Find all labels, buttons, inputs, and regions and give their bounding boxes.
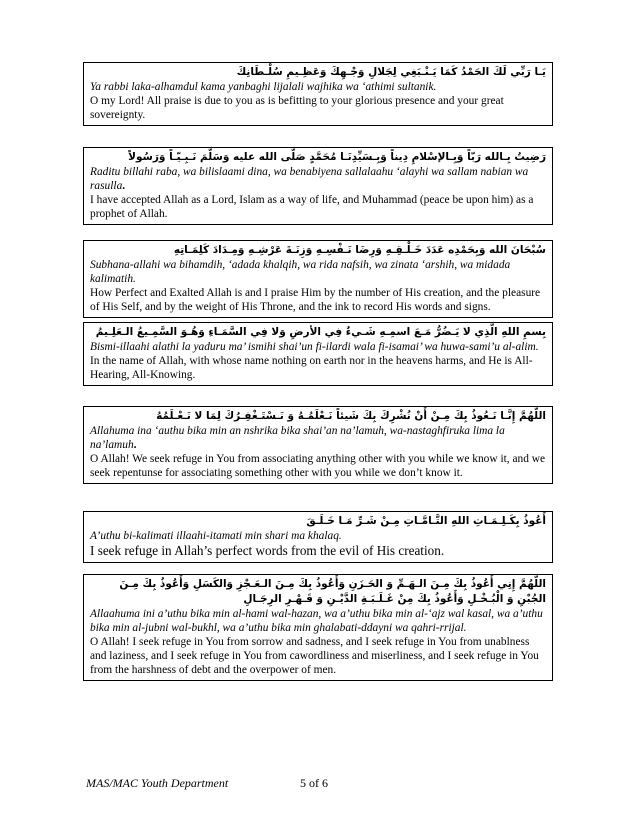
translation: O my Lord! All praise is due to you as is befitting to your glorious presence and your great sovereignty. [90, 95, 504, 121]
transliteration: Subhana-allahi wa bihamdih, ‘adada khalqih, wa rida nafsih, wa zinata ‘arshih, wa midada kalimatih. [90, 259, 511, 285]
transliteration: Allaahuma ini a’uthu bika min al-hami wal-hazan, wa a’uthu bika min al-‘ajz wal kasal, wa a’uthu bika min al-jubni wal-bukhl, wa a’uthu bika min ghalabati-ddayni wa qahri-rrijal. [90, 608, 543, 634]
transliteration-end: . [122, 180, 126, 192]
transliteration-end: . [133, 439, 137, 451]
arabic-text: رَضِيتُ بِـالله رَبّاً وَبِـالإسْلامِ دِيناً وَبِـسَيِّدِنَـا مُحَمَّدٍ صَلَّى الله عليه وَسَلَّمَ نَـبِـيّـاً وَرَسُولاً [128, 151, 546, 163]
transliteration-body: Allahuma ina ‘authu bika min an nshrika bika shai’an na’lamuh, wa-nastaghfiruka lima la na’lamuh [90, 425, 505, 451]
dua-box-3 [83, 240, 553, 318]
page-number: 5 of 6 [300, 776, 328, 790]
transliteration-body: Raditu billahi raba, wa bilislaami dina, wa benabiyena sallalaahu ‘alayhi wa sallam nabian wa rasulla [90, 166, 529, 192]
arabic-text: أَعُوذُ بِكَـلِـمَـاتِ اللهِ التَّـامَّـاتِ مِـنْ شَـرِّ مَـا خَـلَـقَ [306, 515, 546, 527]
transliteration [90, 424, 546, 452]
dua-box-4 [83, 322, 553, 386]
dua-box-5 [83, 406, 553, 484]
dua-box-6 [83, 511, 553, 563]
translation: O Allah! We seek refuge in You from associating anything other with you while we know it, and we seek repentunse for associating something other with you while we don’t know it. [90, 453, 546, 479]
transliteration: Ya rabbi laka-alhamdul kama yanbaghi lijalali wajhika wa ‘athimi sultanik. [90, 81, 437, 93]
dua-box-7 [83, 574, 553, 681]
arabic-text: اللّهُمَّ إِنِي أَعُوذُ بِكَ مِـنَ الـهَـمِّ وَ الحَـزَنِ وَأَعُوذُ بِكَ مِـنَ الـعَـجْزِ وَالكَسَلِ وَأَعُوذُ بِكَ مِـنَ الجُبْنِ وَ الْبُـخْـلِ وَأَعُوذُ بِكَ مِنْ غَـلَـبَـةِ الدَّيْـنِ وَ قَـهْـرِ الرِجَـالِ [119, 578, 546, 605]
dua-box-1 [83, 62, 553, 126]
translation: How Perfect and Exalted Allah is and I praise Him by the number of His creation, and the pleasure of His Self, and by the weight of His Throne, and the ink to record His words and signs. [90, 287, 541, 313]
footer-department: MAS/MAC Youth Department [86, 776, 229, 790]
arabic-text: سُبْحَانَ الله وَبِحَمْدِه عَدَدَ خَـلْـقِـهِ وَرِضَا نَـفْسِـهِ وَزِنَـةَ عَرْشِـهِ وَمِـدَادَ كَلِمَـاتِهِ [173, 244, 546, 256]
transliteration: Bismi-illaahi alathi la yaduru ma’ ismihi shai’un fi-ilardi wala fi-isamai’ wa huwa-sami’u al-alim. [90, 341, 539, 353]
arabic-text: اللّهُمَّ إِنَّـا نَـعُوذُ بِكَ مِـنْ أَنْ نُشْرِكَ بِكَ شَيئاً نَـعْلَمُـهُ وَ نَـسْتَـغْفِـرُكَ لِمَا لا نَـعْـلَمُهُ [156, 410, 546, 422]
arabic-text: بِسمِ اللهِ الَّذِي لا يَـضُرُّ مَـعَ اسمِـهِ شَـيءٌ فِي الأرضِ وَلا فِي السَّمَـاءِ وَهُـوَ السَّمِـيعُ الـعَلِـيمُ [95, 326, 546, 338]
dua-box-2 [83, 147, 553, 225]
translation: In the name of Allah, with whose name nothing on earth nor in the heavens harms, and He is All-Hearing, All-Knowing. [90, 355, 533, 381]
translation: O Allah! I seek refuge in You from sorrow and sadness, and I seek refuge in You from unablness and laziness, and I seek refuge in You from cawordliness and miserliness, and I seek refuge in You from the harshness of debt and the overpower of men. [90, 636, 539, 676]
transliteration: A’uthu bi-kalimati illaahi-itamati min shari ma khalaq. [90, 530, 342, 542]
transliteration [90, 165, 546, 193]
translation: I have accepted Allah as a Lord, Islam as a way of life, and Muhammad (peace be upon him) as a prophet of Allah. [90, 194, 534, 220]
translation: I seek refuge in Allah’s perfect words from the evil of His creation. [90, 543, 445, 558]
arabic-text: يَـا رَبِّي لَكَ الحَمْدُ كَمَا يَـنْـبَغِي لِجَلالِ وَجْـهِكَ وَعَظِـيمِ سُلْـطَانِكَ [236, 66, 546, 78]
